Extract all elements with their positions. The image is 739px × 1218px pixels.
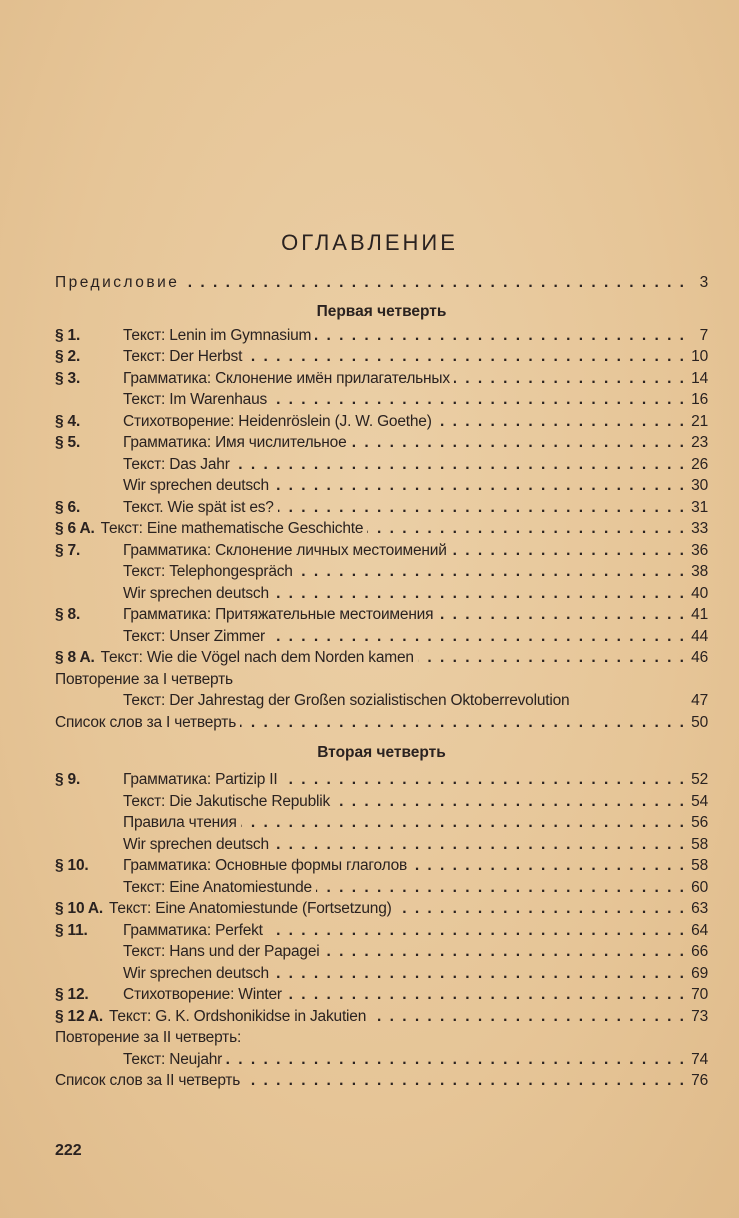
entry-page-number: 41	[691, 606, 708, 623]
entry-title: Текст: Eine Anatomiestunde	[123, 878, 312, 896]
toc-entry	[55, 274, 708, 296]
dot-leader	[454, 370, 684, 388]
section-heading: Вторая четверть	[317, 744, 446, 761]
entry-title: Повторение за II четверть:	[55, 1029, 242, 1046]
section-number: § 10.	[55, 857, 89, 874]
entry-page-number: 40	[691, 584, 708, 602]
entry-title: Текст: Telephongespräch	[123, 563, 293, 580]
section-number: § 12.	[55, 986, 89, 1003]
entry-page-number: 38	[691, 563, 708, 580]
entry-page-number: 31	[691, 498, 708, 516]
toc-entry	[55, 836, 708, 858]
dot-leader	[273, 585, 684, 603]
entry-title: Предисловие	[55, 274, 180, 291]
entry-page-number: 26	[691, 455, 708, 473]
section-number: § 7.	[55, 541, 81, 559]
entry-title: Текст: Eine Anatomiestunde (Fortsetzung)	[109, 900, 392, 917]
toc-entry	[55, 585, 708, 607]
toc-entry	[55, 628, 708, 650]
entry-title: Текст: G. K. Ordshonikidse in Jakutien	[109, 1007, 367, 1025]
entry-title: Грамматика: Склонение имён прилагательных	[123, 369, 450, 387]
toc-entry	[55, 1008, 708, 1030]
entry-title: Текст: Das Jahr	[123, 455, 230, 473]
dot-leader	[271, 391, 684, 409]
toc-entry	[55, 814, 708, 836]
entry-page-number: 7	[699, 326, 708, 344]
dot-leader	[351, 434, 684, 452]
dot-leader	[244, 1072, 684, 1090]
toc-entry	[55, 327, 708, 349]
entry-page-number: 70	[691, 986, 708, 1003]
entry-page-number: 76	[691, 1072, 708, 1089]
dot-leader	[246, 348, 684, 366]
entry-page-number: 60	[691, 878, 708, 896]
dot-leader	[411, 857, 684, 875]
entry-title: Текст: Lenin im Gymnasium	[123, 326, 312, 344]
entry-title: Грамматика: Имя числительное	[123, 434, 347, 451]
entry-page-number: 54	[691, 792, 708, 810]
section-number: § 12 A.	[55, 1007, 103, 1025]
entry-page-number: 23	[691, 434, 708, 451]
section-number: § 2.	[55, 348, 81, 365]
entry-page-number: 44	[691, 627, 708, 645]
entry-page-number: 3	[699, 274, 708, 291]
entry-page-number: 46	[691, 649, 708, 666]
section-heading: Первая четверть	[316, 303, 447, 320]
section-number: § 6.	[55, 498, 81, 516]
toc-entry	[55, 857, 708, 879]
section-number: § 8.	[55, 606, 81, 623]
entry-page-number: 63	[691, 900, 708, 917]
toc-entry	[55, 499, 708, 521]
dot-leader	[315, 327, 684, 345]
section-number: § 4.	[55, 412, 81, 430]
dot-leader	[451, 542, 684, 560]
section-number: § 9.	[55, 771, 81, 788]
entry-page-number: 14	[691, 369, 708, 387]
table-of-contents	[55, 274, 708, 1094]
dot-leader	[418, 649, 684, 667]
dot-leader	[183, 274, 684, 292]
entry-page-number: 69	[691, 964, 708, 982]
entry-title: Грамматика: Perfekt	[123, 921, 263, 939]
entry-title: Грамматика: Притяжательные местоимения	[123, 606, 434, 623]
page-title: ОГЛАВЛЕНИЕ	[281, 230, 458, 255]
entry-title: Wir sprechen deutsch	[123, 964, 269, 982]
dot-leader	[437, 606, 684, 624]
toc-entry	[55, 922, 708, 944]
toc-entry	[55, 606, 708, 628]
dot-leader	[286, 986, 684, 1004]
dot-leader	[436, 413, 684, 431]
dot-leader	[226, 1051, 684, 1069]
entry-page-number: 36	[691, 541, 708, 559]
entry-page-number: 66	[691, 943, 708, 960]
toc-entry	[55, 1072, 708, 1094]
toc-entry	[55, 542, 708, 564]
dot-leader	[367, 520, 684, 538]
section-number: § 3.	[55, 369, 81, 387]
entry-title: Правила чтения	[123, 814, 237, 831]
dot-leader	[273, 477, 684, 495]
entry-page-number: 52	[691, 771, 708, 788]
dot-leader	[273, 965, 684, 983]
dot-leader	[273, 836, 684, 854]
entry-page-number: 21	[691, 412, 708, 430]
entry-page-number: 50	[691, 713, 708, 731]
dot-leader	[316, 879, 684, 897]
entry-page-number: 33	[691, 520, 708, 537]
entry-title: Текст: Wie die Vögel nach dem Norden kamen	[100, 649, 414, 666]
entry-title: Wir sprechen deutsch	[123, 835, 269, 853]
dot-leader	[241, 814, 684, 832]
dot-leader	[324, 943, 685, 961]
dot-leader	[334, 793, 684, 811]
toc-entry	[55, 900, 708, 922]
entry-title: Повторение за I четверть	[55, 670, 233, 688]
dot-leader	[269, 628, 684, 646]
toc-entry	[55, 943, 708, 965]
entry-title: Текст: Der Herbst	[123, 348, 243, 365]
toc-entry	[55, 391, 708, 413]
entry-page-number: 58	[691, 857, 708, 874]
entry-title: Грамматика: Склонение личных местоимений	[123, 541, 447, 559]
dot-leader	[234, 456, 684, 474]
toc-entry	[55, 477, 708, 499]
entry-page-number: 47	[691, 692, 708, 709]
dot-leader	[240, 714, 684, 732]
entry-page-number: 56	[691, 814, 708, 831]
section-number: § 1.	[55, 326, 81, 344]
toc-entry	[55, 1051, 708, 1073]
toc-entry	[55, 348, 708, 370]
dot-leader	[267, 922, 684, 940]
toc-entry	[55, 793, 708, 815]
entry-page-number: 74	[691, 1050, 708, 1068]
entry-title: Список слов за II четверть	[55, 1072, 241, 1089]
toc-entry	[55, 714, 708, 736]
section-number: § 8 A.	[55, 649, 95, 666]
toc-entry	[55, 986, 708, 1008]
entry-title: Стихотворение: Heidenröslein (J. W. Goethe)	[123, 412, 432, 430]
toc-entry	[55, 649, 708, 671]
entry-title: Wir sprechen deutsch	[123, 584, 269, 602]
entry-title: Список слов за I четверть	[55, 713, 237, 731]
toc-entry	[55, 692, 708, 714]
entry-title: Текст: Unser Zimmer	[123, 627, 266, 645]
entry-page-number: 58	[691, 835, 708, 853]
entry-title: Wir sprechen deutsch	[123, 477, 269, 494]
entry-title: Текст: Eine mathematische Geschichte	[100, 520, 364, 537]
toc-entry	[55, 456, 708, 478]
entry-page-number: 64	[691, 921, 708, 939]
entry-title: Грамматика: Основные формы глаголов	[123, 857, 408, 874]
dot-leader	[278, 499, 684, 517]
toc-entry	[55, 563, 708, 585]
section-number: § 6 A.	[55, 520, 95, 537]
toc-entry	[55, 434, 708, 456]
entry-title: Текст: Hans und der Papagei	[123, 943, 320, 960]
section-number: § 5.	[55, 434, 81, 451]
page-number: 222	[55, 1142, 82, 1159]
entry-title: Стихотворение: Winter	[123, 986, 282, 1003]
dot-leader	[396, 900, 684, 918]
dot-leader	[297, 563, 684, 581]
toc-entry	[55, 879, 708, 901]
entry-title: Текст: Der Jahrestag der Großen sozialistischen Oktoberrevolution	[123, 692, 570, 709]
dot-leader	[370, 1008, 684, 1026]
toc-entry	[55, 370, 708, 392]
entry-page-number: 30	[691, 477, 708, 494]
toc-entry	[55, 413, 708, 435]
toc-entry	[55, 771, 708, 793]
entry-page-number: 16	[691, 391, 708, 408]
toc-entry	[55, 965, 708, 987]
toc-entry	[55, 520, 708, 542]
entry-title: Текст: Im Warenhaus	[123, 391, 268, 408]
entry-title: Текст: Die Jakutische Republik	[123, 792, 331, 810]
toc-entry	[55, 671, 708, 693]
entry-title: Грамматика: Partizip II	[123, 771, 278, 788]
dot-leader	[281, 771, 684, 789]
entry-page-number: 73	[691, 1007, 708, 1025]
section-number: § 10 A.	[55, 900, 103, 917]
toc-entry	[55, 1029, 708, 1051]
entry-title: Текст: Neujahr	[123, 1050, 223, 1068]
entry-page-number: 10	[691, 348, 708, 365]
section-number: § 11.	[55, 921, 88, 939]
entry-title: Текст. Wie spät ist es?	[123, 498, 274, 516]
